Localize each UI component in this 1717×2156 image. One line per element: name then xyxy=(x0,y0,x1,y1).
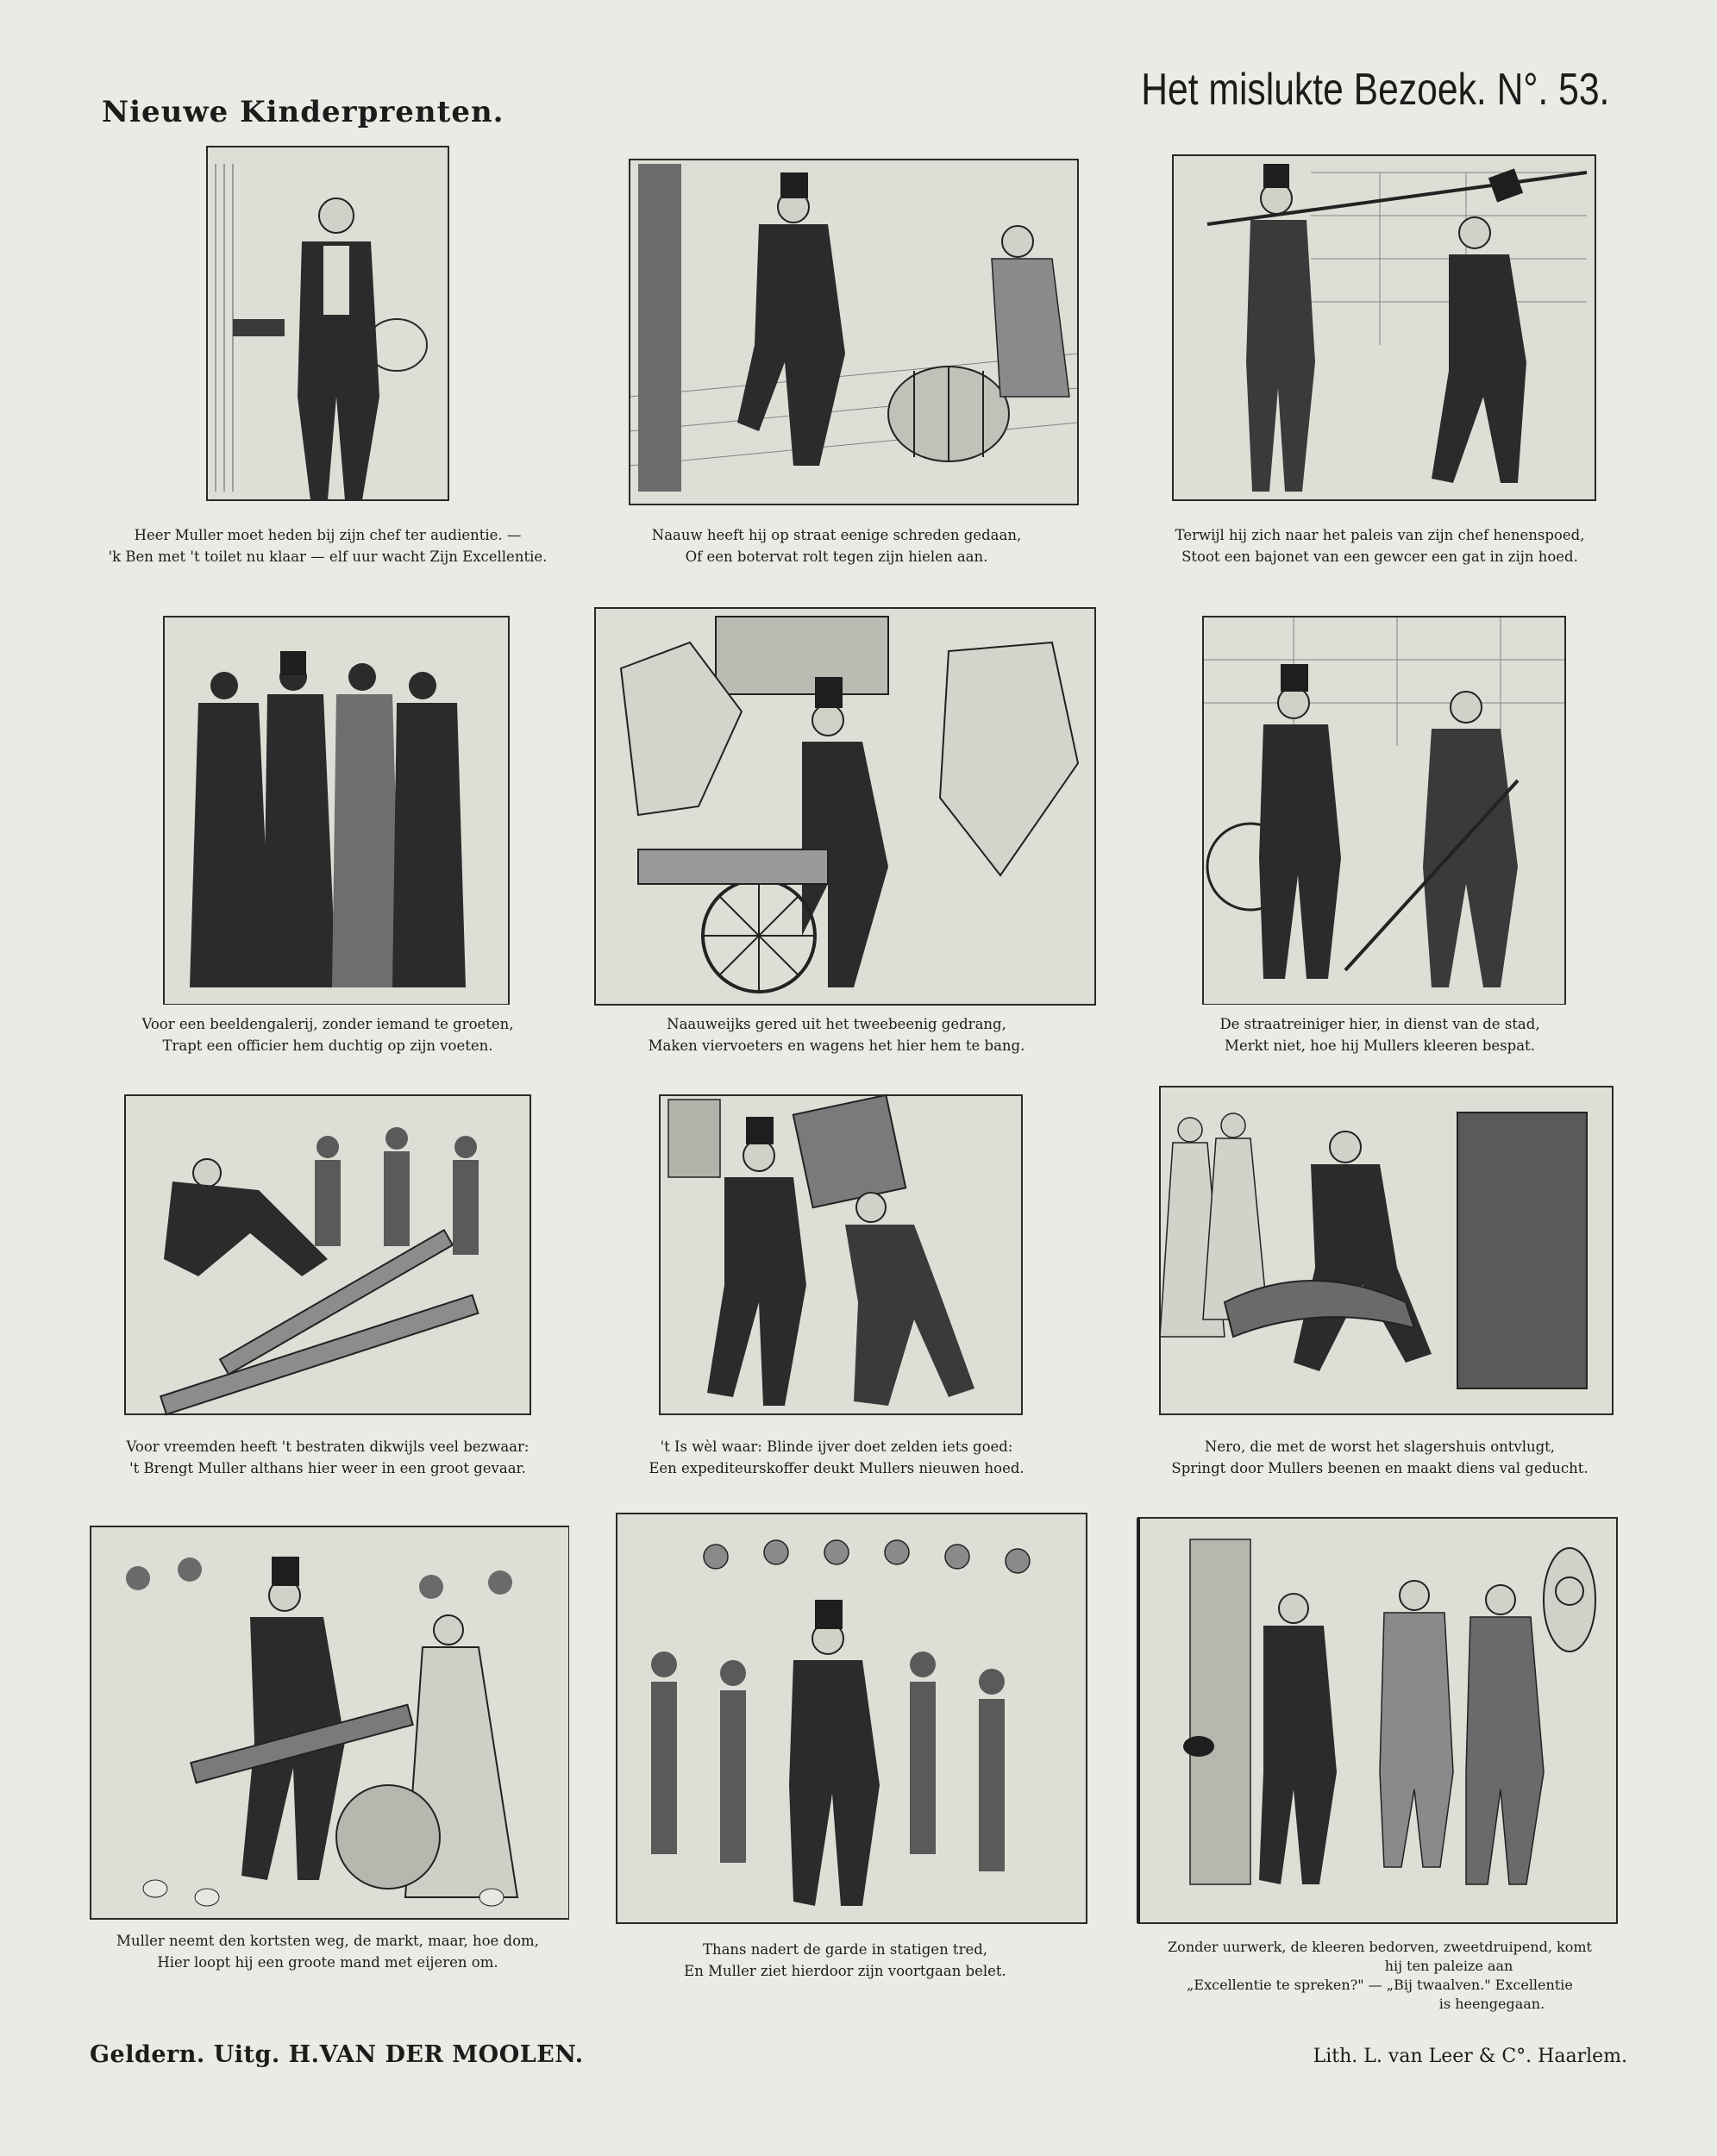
illustration-guard-parade xyxy=(586,1509,1104,1927)
caption-line: „Excellentie te spreken?" — „Bij twaalven." Excellentie xyxy=(1187,1977,1573,1993)
panel-5-caption xyxy=(569,1013,1104,1056)
caption-line: Maken viervoeters en wagens het hier hem te bang. xyxy=(648,1037,1025,1054)
caption-line: Naauw heeft hij op straat eenige schreden gedaan, xyxy=(651,527,1022,543)
panel-12-caption xyxy=(1121,1938,1639,2014)
panel-6-caption xyxy=(1121,1013,1639,1056)
panel-6 xyxy=(1121,608,1639,1056)
series-title: Nieuwe Kinderprenten. xyxy=(102,95,504,129)
caption-line: Een expediteurskoffer deukt Mullers nieuwen hoed. xyxy=(649,1460,1025,1476)
panel-11-caption xyxy=(586,1939,1104,1982)
caption-line: 't Is wèl waar: Blinde ijver doet zelden iets goed: xyxy=(660,1438,1013,1455)
publisher-imprint: Geldern. Uitg. H.VAN DER MOOLEN. xyxy=(90,2041,584,2068)
caption-line: Heer Muller moet heden bij zijn chef ter audientie. — xyxy=(134,527,522,543)
caption-line: 't Brengt Muller althans hier weer in een groot gevaar. xyxy=(129,1460,526,1476)
illustration-horses-carriage xyxy=(569,591,1104,1013)
illustration-porter-trunk xyxy=(569,1087,1104,1423)
caption-line: Trapt een officier hem duchtig op zijn voeten. xyxy=(162,1037,493,1054)
panel-8 xyxy=(569,1087,1104,1492)
caption-line: Merkt niet, hoe hij Mullers kleeren bespat. xyxy=(1225,1037,1535,1054)
caption-line: Nero, die met de worst het slagershuis ontvlugt, xyxy=(1204,1438,1556,1455)
illustration-butter-barrel xyxy=(569,138,1104,509)
caption-line: En Muller ziet hierdoor zijn voortgaan belet. xyxy=(684,1963,1006,1979)
caption-line: Stoot een bajonet van een gewcer een gat in zijn hoed. xyxy=(1181,548,1578,565)
caption-line: Of een botervat rolt tegen zijn hielen aan. xyxy=(685,548,988,565)
caption-line: 'k Ben met 't toilet nu klaar — elf uur wacht Zijn Excellentie. xyxy=(108,548,548,565)
illustration-crowd-officer xyxy=(103,608,552,1005)
illustration-street-paving xyxy=(103,1087,552,1423)
panel-10-caption xyxy=(86,1930,569,1973)
panel-8-caption xyxy=(569,1436,1104,1479)
lithographer-imprint: Lith. L. van Leer & C°. Haarlem. xyxy=(1313,2046,1627,2067)
panel-4 xyxy=(103,608,552,1056)
panel-9-caption xyxy=(1121,1436,1639,1479)
caption-line: Muller neemt den kortsten weg, de markt, maar, hoe dom, xyxy=(116,1933,539,1949)
illustration-gentleman-dressing xyxy=(103,138,552,509)
caption-line: De straatreiniger hier, in dienst van de stad, xyxy=(1219,1016,1540,1032)
caption-line: Terwijl hij zich naar het paleis van zijn chef henenspoed, xyxy=(1175,527,1585,543)
panel-11 xyxy=(586,1509,1104,1984)
panel-4-caption xyxy=(103,1013,552,1056)
print-title: Het mislukte Bezoek. N°. 53. xyxy=(1140,65,1609,115)
panel-7-caption xyxy=(103,1436,552,1479)
illustration-street-sweeper xyxy=(1121,608,1639,1005)
caption-line: Naauweijks gered uit het tweebeenig gedrang, xyxy=(667,1016,1006,1032)
panel-12 xyxy=(1121,1514,1639,2031)
panel-1-caption xyxy=(103,524,552,567)
caption-line: Voor een beeldengalerij, zonder iemand te groeten, xyxy=(141,1016,514,1032)
panel-2 xyxy=(569,138,1104,569)
panel-1 xyxy=(103,138,552,569)
caption-line: Springt door Mullers beenen en maakt diens val geducht. xyxy=(1171,1460,1589,1476)
panel-9 xyxy=(1121,1078,1639,1492)
panel-7 xyxy=(103,1087,552,1492)
caption-line: is heengegaan. xyxy=(1438,1996,1545,2012)
illustration-excellency-gone xyxy=(1121,1514,1639,1927)
illustration-dog-sausage xyxy=(1121,1078,1639,1423)
panel-3-caption xyxy=(1121,524,1639,567)
caption-line: Zonder uurwerk, de kleeren bedorven, zweetdruipend, komt xyxy=(1168,1939,1592,1955)
panel-3 xyxy=(1121,138,1639,569)
caption-line: hij ten paleize aan xyxy=(1384,1958,1513,1974)
panel-10 xyxy=(86,1518,569,1984)
caption-line: Hier loopt hij een groote mand met eijeren om. xyxy=(157,1954,498,1971)
panel-2-caption xyxy=(569,524,1104,567)
illustration-egg-basket-market xyxy=(86,1518,569,1923)
panel-5 xyxy=(569,591,1104,1056)
caption-line: Voor vreemden heeft 't bestraten dikwijls veel bezwaar: xyxy=(126,1438,530,1455)
illustration-bayonet-hat xyxy=(1121,138,1639,509)
caption-line: Thans nadert de garde in statigen tred, xyxy=(702,1941,988,1958)
